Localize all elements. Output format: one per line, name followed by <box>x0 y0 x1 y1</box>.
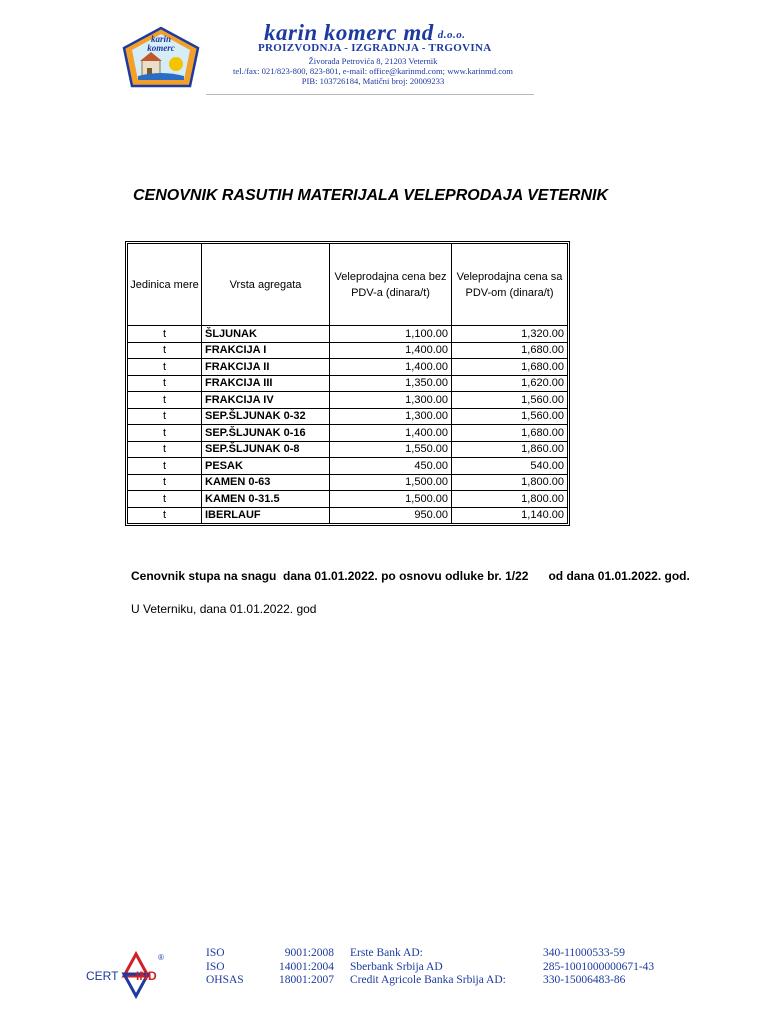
standard-name: ISO <box>206 960 225 973</box>
cell-type: FRAKCIJA I <box>202 342 330 359</box>
certind-logo <box>86 950 170 1000</box>
cell-type: FRAKCIJA II <box>202 359 330 376</box>
logo-text-line2: komerc <box>147 43 175 53</box>
cell-price-no-vat: 1,300.00 <box>330 392 452 409</box>
cell-price-no-vat: 1,400.00 <box>330 342 452 359</box>
company-suffix: d.o.o. <box>437 29 466 41</box>
cell-type: ŠLJUNAK <box>202 326 330 343</box>
cell-unit: t <box>128 408 202 425</box>
cell-unit: t <box>128 375 202 392</box>
table-header-row <box>128 244 568 326</box>
cell-price-no-vat: 1,500.00 <box>330 474 452 491</box>
company-name-text: karin komerc md <box>264 20 434 45</box>
bank-account: 330-15006483-86 <box>543 974 626 986</box>
cell-price-with-vat: 1,620.00 <box>452 375 568 392</box>
cert-logo-text-right: IND <box>136 969 157 983</box>
cell-unit: t <box>128 474 202 491</box>
header-divider <box>206 94 534 95</box>
company-contact: tel./fax: 021/823-800, 823-801, e-mail: office@karinmd.com; www.karinmd.com <box>233 66 513 76</box>
cell-price-no-vat: 1,500.00 <box>330 491 452 508</box>
table-row <box>128 375 568 392</box>
cell-type: PESAK <box>202 458 330 475</box>
cell-unit: t <box>128 342 202 359</box>
cell-price-with-vat: 1,560.00 <box>452 408 568 425</box>
standard-number: 18001:2007 <box>279 974 334 986</box>
cell-type: IBERLAUF <box>202 507 330 524</box>
company-info <box>208 56 538 86</box>
bank-name: Credit Agricole Banka Srbija AD: <box>350 974 506 986</box>
cell-unit: t <box>128 392 202 409</box>
header-price-no-vat: Veleprodajna cena bez PDV-a (dinara/t) <box>330 244 452 326</box>
standard-name: OHSAS <box>206 974 244 986</box>
cell-unit: t <box>128 491 202 508</box>
cell-price-no-vat: 1,400.00 <box>330 359 452 376</box>
cell-unit: t <box>128 425 202 442</box>
cell-type: SEP.ŠLJUNAK 0-32 <box>202 408 330 425</box>
registered-mark: ® <box>158 953 164 962</box>
list-item <box>206 947 334 961</box>
list-item <box>206 974 334 988</box>
cert-logo-text-left: CERT <box>86 969 119 983</box>
table-row <box>128 392 568 409</box>
cell-type: FRAKCIJA III <box>202 375 330 392</box>
bank-account: 340-11000533-59 <box>543 947 625 959</box>
table-row <box>128 441 568 458</box>
cell-price-no-vat: 450.00 <box>330 458 452 475</box>
company-address: Živorada Petrovića 8, 21203 Veternik <box>308 56 438 66</box>
cell-price-with-vat: 1,860.00 <box>452 441 568 458</box>
cell-price-with-vat: 1,560.00 <box>452 392 568 409</box>
cell-price-with-vat: 1,800.00 <box>452 491 568 508</box>
table-row <box>128 491 568 508</box>
cell-price-no-vat: 1,350.00 <box>330 375 452 392</box>
cell-type: FRAKCIJA IV <box>202 392 330 409</box>
bank-account: 285-1001000000671-43 <box>543 960 655 973</box>
cell-price-with-vat: 1,320.00 <box>452 326 568 343</box>
table-row <box>128 359 568 376</box>
list-item <box>350 947 654 961</box>
bank-name: Sberbank Srbija AD <box>350 960 443 973</box>
cell-type: KAMEN 0-63 <box>202 474 330 491</box>
standard-number: 14001:2004 <box>279 960 334 973</box>
header-type: Vrsta agregata <box>202 244 330 326</box>
document-title: CENOVNIK RASUTIH MATERIJALA VELEPRODAJA VETERNIK <box>133 187 608 204</box>
cell-unit: t <box>128 359 202 376</box>
cell-price-no-vat: 1,400.00 <box>330 425 452 442</box>
cell-unit: t <box>128 458 202 475</box>
cell-price-with-vat: 1,800.00 <box>452 474 568 491</box>
cell-price-with-vat: 540.00 <box>452 458 568 475</box>
table-row <box>128 342 568 359</box>
list-item <box>350 961 654 975</box>
cell-price-no-vat: 950.00 <box>330 507 452 524</box>
cell-price-with-vat: 1,140.00 <box>452 507 568 524</box>
cell-price-with-vat: 1,680.00 <box>452 359 568 376</box>
logo-text-line1: karin <box>150 34 172 44</box>
cell-unit: t <box>128 441 202 458</box>
cell-type: SEP.ŠLJUNAK 0-16 <box>202 425 330 442</box>
place-and-date: U Veterniku, dana 01.01.2022. god <box>131 602 317 616</box>
validity-note: Cenovnik stupa na snagu dana 01.01.2022. po osnovu odluke br. 1/22 od dana 01.01.2022. god. <box>131 569 690 583</box>
table-row <box>128 474 568 491</box>
cell-price-no-vat: 1,300.00 <box>330 408 452 425</box>
cell-type: KAMEN 0-31.5 <box>202 491 330 508</box>
standard-number: 9001:2008 <box>284 947 334 959</box>
price-table-body <box>128 326 568 524</box>
cell-price-no-vat: 1,100.00 <box>330 326 452 343</box>
bank-accounts <box>350 947 654 988</box>
cell-unit: t <box>128 326 202 343</box>
cell-price-no-vat: 1,550.00 <box>330 441 452 458</box>
table-row <box>128 425 568 442</box>
table-row <box>128 326 568 343</box>
company-tax-ids: PIB: 103726184, Matični broj: 20009233 <box>301 76 445 86</box>
company-logo <box>118 26 204 90</box>
list-item <box>206 961 334 975</box>
cell-type: SEP.ŠLJUNAK 0-8 <box>202 441 330 458</box>
header-price-with-vat: Veleprodajna cena sa PDV-om (dinara/t) <box>452 244 568 326</box>
company-activity: PROIZVODNJA - IZGRADNJA - TRGOVINA <box>258 42 492 54</box>
certification-standards <box>206 947 334 988</box>
cell-unit: t <box>128 507 202 524</box>
table-row <box>128 408 568 425</box>
cell-price-with-vat: 1,680.00 <box>452 425 568 442</box>
bank-name: Erste Bank AD: <box>350 947 423 959</box>
price-table <box>127 243 568 524</box>
table-row <box>128 507 568 524</box>
standard-name: ISO <box>206 947 225 959</box>
cell-price-with-vat: 1,680.00 <box>452 342 568 359</box>
header-unit: Jedinica mere <box>128 244 202 326</box>
list-item <box>350 974 654 988</box>
table-row <box>128 458 568 475</box>
